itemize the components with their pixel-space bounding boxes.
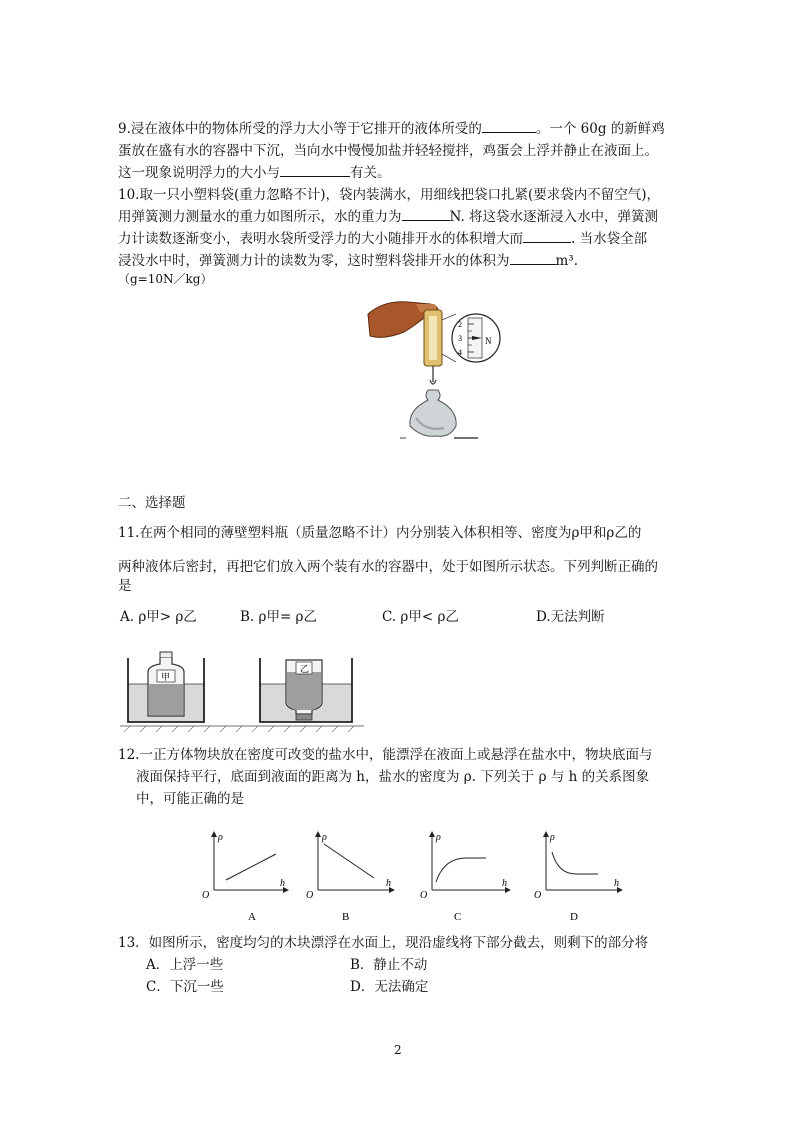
q9-text: 9.浸在液体中的物体所受的浮力大小等于它排开的液体所受的 xyxy=(118,121,482,137)
q11-option-a: A. ρ甲> ρ乙 xyxy=(120,609,197,625)
q11-option-b: B. ρ甲= ρ乙 xyxy=(240,609,317,625)
q13-option-b: B．静止不动 xyxy=(350,957,428,973)
graph-c-xlabel: h xyxy=(502,878,507,889)
graph-a-label: A xyxy=(248,911,256,923)
bottle-label-yi: 乙 xyxy=(300,665,310,675)
q13-option-a: A．上浮一些 xyxy=(146,957,224,973)
answer-blank xyxy=(523,228,571,243)
graph-a xyxy=(202,832,286,923)
q9-text: 有关。 xyxy=(350,165,391,181)
q10-text: m³. xyxy=(555,253,579,269)
section-title: 二、选择题 xyxy=(118,495,186,511)
graph-c-origin: O xyxy=(420,890,428,901)
graph-d-xlabel: h xyxy=(614,878,619,889)
graph-a-ylabel: ρ xyxy=(218,832,223,843)
graph-b-xlabel: h xyxy=(386,878,391,889)
q13-line1: 13．如图所示，密度均匀的木块漂浮在水面上，现沿虚线将下部分截去，则剩下的部分将 xyxy=(118,935,649,951)
q10-line2 xyxy=(118,206,658,228)
graph-b-origin: O xyxy=(306,890,314,901)
q10-text: . 当水袋全部 xyxy=(571,231,648,247)
graph-c-label: C xyxy=(454,911,462,923)
bottle-label-jia: 甲 xyxy=(161,673,171,683)
scale-tick-3: 3 xyxy=(458,334,462,343)
q11-line3: 是 xyxy=(118,578,132,594)
q12-line3: 中，可能正确的是 xyxy=(136,791,244,807)
q12-line2: 液面保持平行，底面到液面的距离为 h，盐水的密度为 ρ. 下列关于 ρ 与 h 的关系图象 xyxy=(136,769,650,785)
spring-scale-figure xyxy=(364,292,524,444)
q11-option-d: D.无法判断 xyxy=(536,609,605,625)
q9-text: 这一现象说明浮力的大小与 xyxy=(118,165,280,181)
q11-line1: 11.在两个相同的薄壁塑料瓶（质量忽略不计）内分别装入体积相等、密度为ρ甲和ρ乙的 xyxy=(118,525,642,541)
q9-line3 xyxy=(118,162,391,184)
page-number: 2 xyxy=(394,1043,402,1057)
graph-d-label: D xyxy=(570,911,578,923)
q10-text: 浸没水中时，弹簧测力计的读数为零，这时塑料袋排开水的体积为 xyxy=(118,253,510,269)
graph-a-xlabel: h xyxy=(280,878,285,889)
q9-line1 xyxy=(118,118,665,140)
answer-blank xyxy=(482,118,536,133)
q10-line3 xyxy=(118,228,647,250)
bottles-figure xyxy=(120,650,364,732)
scale-unit: N xyxy=(485,336,492,346)
scale-tick-4: 4 xyxy=(458,348,462,357)
q9-line2: 蛋放在盛有水的容器中下沉，当向水中慢慢加盐并轻轻搅拌，鸡蛋会上浮并静止在液面上。 xyxy=(118,143,658,159)
scale-tick-2: 2 xyxy=(458,320,462,329)
graph-d-origin: O xyxy=(534,890,542,901)
q10-line5: （g=10N／kg） xyxy=(118,272,213,286)
q12-line1: 12.一正方体物块放在密度可改变的盐水中，能漂浮在液面上或悬浮在盐水中，物块底面与 xyxy=(118,747,653,763)
graph-b-label: B xyxy=(342,911,350,923)
graph-c xyxy=(420,832,508,923)
q10-text: N. 将这袋水逐渐浸入水中，弹簧测 xyxy=(449,209,659,225)
q10-line1: 10.取一只小塑料袋(重力忽略不计)，袋内装满水，用细线把袋口扎紧(要求袋内不留空气)， xyxy=(118,187,661,203)
graph-c-ylabel: ρ xyxy=(436,832,441,843)
q12-graphs xyxy=(196,828,626,926)
q10-text: 力计读数逐渐变小，表明水袋所受浮力的大小随排开水的体积增大而 xyxy=(118,231,523,247)
answer-blank xyxy=(402,206,450,221)
answer-blank xyxy=(280,162,350,177)
q13-option-c: C．下沉一些 xyxy=(146,979,224,995)
q9-text: 。一个 60g 的新鲜鸡 xyxy=(535,121,665,137)
graph-d xyxy=(534,832,620,923)
q11-line2: 两种液体后密封，再把它们放入两个装有水的容器中，处于如图所示状态。下列判断正确的 xyxy=(118,559,658,575)
q10-text: 用弹簧测力测量水的重力如图所示，水的重力为 xyxy=(118,209,402,225)
graph-d-ylabel: ρ xyxy=(550,832,555,843)
q13-option-d: D．无法确定 xyxy=(350,979,429,995)
answer-blank xyxy=(510,250,556,265)
graph-b xyxy=(306,832,392,923)
graph-b-ylabel: ρ xyxy=(322,832,327,843)
graph-a-origin: O xyxy=(202,890,210,901)
q11-option-c: C. ρ甲< ρ乙 xyxy=(382,609,459,625)
